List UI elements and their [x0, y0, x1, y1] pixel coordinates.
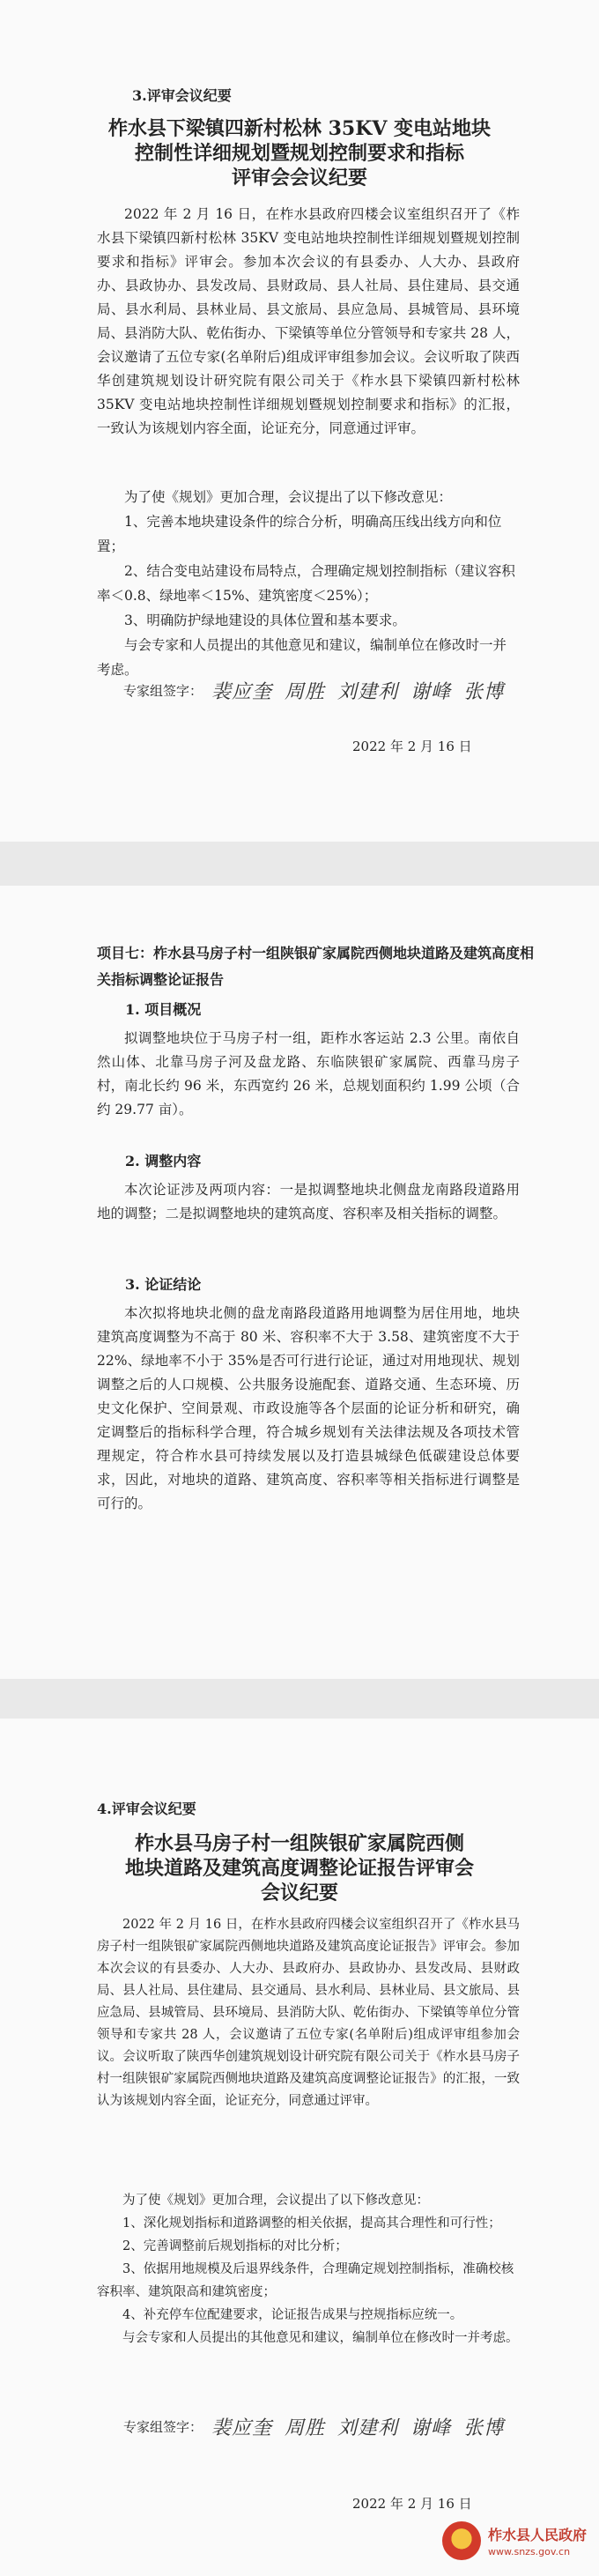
expert-signatures — [123, 2413, 516, 2440]
document-date: 2022 年 2 月 16 日 — [352, 739, 472, 754]
national-emblem-icon — [442, 2521, 481, 2560]
document-title — [79, 1831, 520, 1905]
section-body: 本次拟将地块北侧的盘龙南路段道路用地调整为居住用地，地块建筑高度调整为不高于 80 米、容积率不大于 3.58、建筑密度不大于 22%、绿地率不小于 35%是否可行进行论证，通过对用地现状、规划调整之后的人口规模、公共服务设施配套、道路交通、生态环境、历史文化保护、空间景观、市政设施等各个层面的论证分析和研究，确定调整后的指标科学合理，符合城乡规划有关法律法规及各项技术管理规定，符合柞水县可持续发展以及打造县城绿色低碳建设总体要求，因此，对地块的道路、建筑高度、容积率等相关指标进行调整是可行的。 — [97, 1305, 520, 1511]
revision-item: 1、完善本地块建设条件的综合分析，明确高压线出线方向和位置； — [97, 514, 502, 554]
revision-item: 4、补充停车位配建要求，论证报告成果与控规指标应统一。 — [122, 2308, 463, 2322]
signature: 刘建利 — [337, 2417, 399, 2439]
signature: 谢峰 — [410, 681, 452, 703]
revision-list — [97, 485, 520, 682]
revision-item: 2、完善调整前后规划指标的对比分析； — [122, 2239, 348, 2253]
title-line: 柞水县下梁镇四新村松林 35KV 变电站地块 — [107, 117, 492, 140]
revision-item: 2、结合变电站建设布局特点，合理确定规划控制指标（建议容积率＜0.8、绿地率＜15%、建筑密度＜25%）； — [97, 563, 515, 604]
document-page-3 — [0, 1719, 599, 2576]
section-heading: 3. 论证结论 — [125, 1276, 202, 1293]
revision-intro: 为了使《规划》更加合理，会议提出了以下修改意见： — [124, 489, 453, 505]
document-page-1 — [0, 0, 599, 842]
gov-name: 柞水县人民政府 — [487, 2527, 587, 2543]
section-heading: 2. 调整内容 — [125, 1153, 202, 1169]
signature: 谢峰 — [410, 2417, 452, 2439]
revision-item: 3、明确防护绿地建设的具体位置和基本要求。 — [124, 612, 406, 628]
title-line: 地块道路及建筑高度调整论证报告评审会 — [124, 1857, 474, 1880]
signature: 周胜 — [285, 681, 326, 703]
revision-item: 1、深化规划指标和道路调整的相关依据，提高其合理性和可行性； — [122, 2216, 501, 2231]
title-line: 会议纪要 — [260, 1882, 338, 1904]
meeting-summary-paragraph: 2022 年 2 月 16 日，在柞水县政府四楼会议室组织召开了《柞水县下梁镇四新村松林 35KV 变电站地块控制性详细规划暨规划控制要求和指标》评审会。参加本次会议的有县委办、人大办、县政府办、县政协办、县发改局、县财政局、县人社局、县住建局、县交通局、县水利局、县林业局、县文旅局、县应急局、县城管局、县环境局、县消防大队、乾佑街办、下梁镇等单位分管领导和专家共 28 人，会议邀请了五位专家(名单附后)组成评审组参加会议。会议听取了陕西华创建筑规划设计研究院有限公司关于《柞水县下梁镇四新村松林 35KV 变电站地块控制性详细规划暨规划控制要求和指标》的汇报，一致认为该规划内容全面，论证充分，同意通过评审。 — [97, 206, 520, 436]
revision-list — [97, 2189, 520, 2350]
section-body: 拟调整地块位于马房子村一组，距柞水客运站 2.3 公里。南依自然山体、北靠马房子河及盘龙路、东临陕银矿家属院、西靠马房子村，南北长约 96 米，东西宽约 26 米，总规划面积约 1.99 公顷（合约 29.77 亩）。 — [97, 1030, 520, 1117]
section-label: 4.评审会议纪要 — [97, 1800, 196, 1817]
revision-item: 3、依据用地规模及后退界线条件，合理确定规划控制指标，准确校核容积率、建筑限高和建筑密度； — [97, 2262, 514, 2299]
signature: 张博 — [463, 2417, 505, 2439]
section-heading: 1. 项目概况 — [125, 1001, 202, 1018]
section-label: 3.评审会议纪要 — [132, 87, 232, 104]
gov-url: www.snzs.gov.cn — [487, 2546, 571, 2557]
document-date: 2022 年 2 月 16 日 — [352, 2496, 472, 2512]
revision-intro: 为了使《规划》更加合理，会议提出了以下修改意见： — [122, 2194, 429, 2208]
title-line: 柞水县马房子村一组陕银矿家属院西侧 — [134, 1832, 464, 1855]
closing-note: 与会专家和人员提出的其他意见和建议，编制单位在修改时一并考虑。 — [122, 2331, 519, 2345]
document-title — [79, 116, 520, 190]
title-line: 评审会会议纪要 — [231, 167, 367, 189]
signature: 刘建利 — [337, 681, 399, 703]
title-line: 控制性详细规划暨规划控制要求和指标 — [134, 142, 464, 165]
signature: 裴应奎 — [211, 2417, 273, 2439]
meeting-summary-paragraph: 2022 年 2 月 16 日，在柞水县政府四楼会议室组织召开了《柞水县马房子村一组陕银矿家属院西侧地块道路及建筑高度论证报告》评审会。参加本次会议的有县委办、人大办、县政府办、县政协办、县发改局、县财政局、县人社局、县住建局、县交通局、县水利局、县林业局、县文旅局、县应急局、县城管局、县环境局、县消防大队、乾佑街办、下梁镇等单位分管领导和专家共 28 人，会议邀请了五位专家(名单附后)组成评审组参加会议。会议听取了陕西华创建筑规划设计研究院有限公司关于《柞水县马房子村一组陕银矿家属院西侧地块道路及建筑高度调整论证报告》的汇报，一致认为该规划内容全面，论证充分，同意通过评审。 — [97, 1918, 520, 2108]
expert-label: 专家组签字： — [123, 683, 203, 699]
signature: 张博 — [463, 681, 505, 703]
gov-watermark — [442, 2521, 587, 2560]
expert-label: 专家组签字： — [123, 2419, 203, 2435]
expert-signatures — [123, 677, 516, 704]
document-page-2 — [0, 886, 599, 1679]
closing-note: 与会专家和人员提出的其他意见和建议，编制单位在修改时一并考虑。 — [97, 637, 507, 678]
project-title: 项目七：柞水县马房子村一组陕银矿家属院西侧地块道路及建筑高度相关指标调整论证报告 — [97, 945, 535, 988]
section-body: 本次论证涉及两项内容：一是拟调整地块北侧盘龙南路段道路用地的调整；二是拟调整地块的建筑高度、容积率及相关指标的调整。 — [97, 1182, 520, 1221]
signature: 裴应奎 — [211, 681, 273, 703]
signature: 周胜 — [285, 2417, 326, 2439]
